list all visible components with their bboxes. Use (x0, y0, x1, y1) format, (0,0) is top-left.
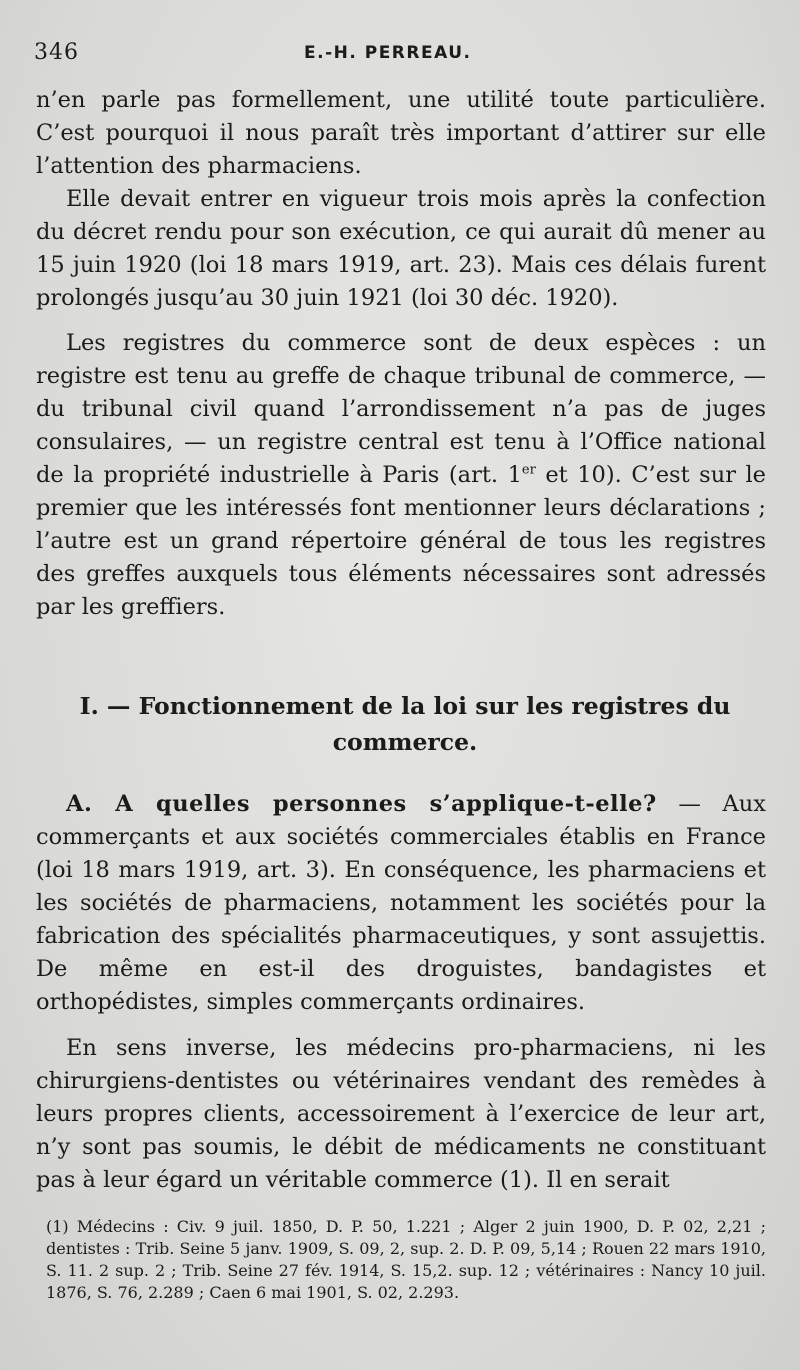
page-number: 346 (34, 40, 79, 65)
superscript-er: er (521, 462, 536, 478)
exemptions-text-end: Il en serait (539, 1167, 670, 1193)
paragraph-continuation: n’en parle pas formellement, une utilité toute particulière. C’est pourquoi il nous paraît très important d’attirer sur elle l’attention des pharmaciens. (36, 87, 766, 179)
paragraph-register-types (36, 327, 766, 624)
scope-text: — Aux commerçants et aux sociétés commerciales établis en France (loi 18 mars 1919, art. 3). En conséquence, les pharmaciens et les sociétés de pharmaciens, notamment les sociétés pour la fabrication des spécialités pharmaceutiques, y sont assujettis. De même en est-il des droguistes, bandagistes et orthopédistes, simples commerçants ordinaires. (36, 791, 766, 1015)
page-header (34, 40, 774, 72)
paragraph-effective-date: Elle devait entrer en vigueur trois mois après la confection du décret rendu pour son exécution, ce qui aurait dû mener au 15 juin 1920 (loi 18 mars 1919, art. 23). Mais ces délais furent prolongés jusqu’au 30 juin 1921 (loi 30 déc. 1920). (36, 186, 766, 311)
paragraph-scope (36, 788, 766, 1019)
section-heading: I. — Fonctionnement de la loi sur les registres du commerce. (79, 692, 731, 756)
running-head: E.-H. PERREAU. (304, 43, 472, 63)
footnote-reference: (1). (492, 1167, 540, 1193)
paragraph-exemptions (36, 1032, 766, 1197)
footnote: (1) Médecins : Civ. 9 juil. 1850, D. P. 50, 1.221 ; Alger 2 juin 1900, D. P. 02, 2,21 ; dentistes : Trib. Seine 5 janv. 1909, S. 09, 2, sup. 2. D. P. 09, 5,14 ; Rouen 22 mars 1910, S. 11. 2 sup. 2 ; Trib. Seine 27 fév. 1914, S. 15,2. sup. 12 ; vétérinaires : Nancy 10 juil. 1876, S. 76, 2.289 ; Caen 6 mai 1901, S. 02, 2.293. (46, 1217, 766, 1302)
exemptions-text: En sens inverse, les médecins pro-pharmaciens, ni les chirurgiens-dentistes ou vétérinaires vendant des remèdes à leurs propres clients, accessoirement à l’exercice de leur art, n’y sont pas soumis, le débit de médicaments ne constituant pas à leur égard un véritable commerce (36, 1035, 766, 1193)
sub-heading: A. A quelles personnes s’applique-t-elle? (66, 791, 657, 817)
register-types-text-a: Les registres du commerce sont de deux espèces : un registre est tenu au greffe de chaque tribunal de commerce, — du tribunal civil quand l’arrondissement n’a pas de juges consulaires, — un registre central est tenu à l’Office national de la propriété industrielle à Paris (art. 1 (36, 330, 766, 488)
register-types-text-b: et 10). C’est sur le premier que les intéressés font mentionner leurs déclarations ; l’autre est un grand répertoire général de tous les registres des greffes auxquels tous éléments nécessaires sont adressés par les greffiers. (36, 462, 766, 620)
